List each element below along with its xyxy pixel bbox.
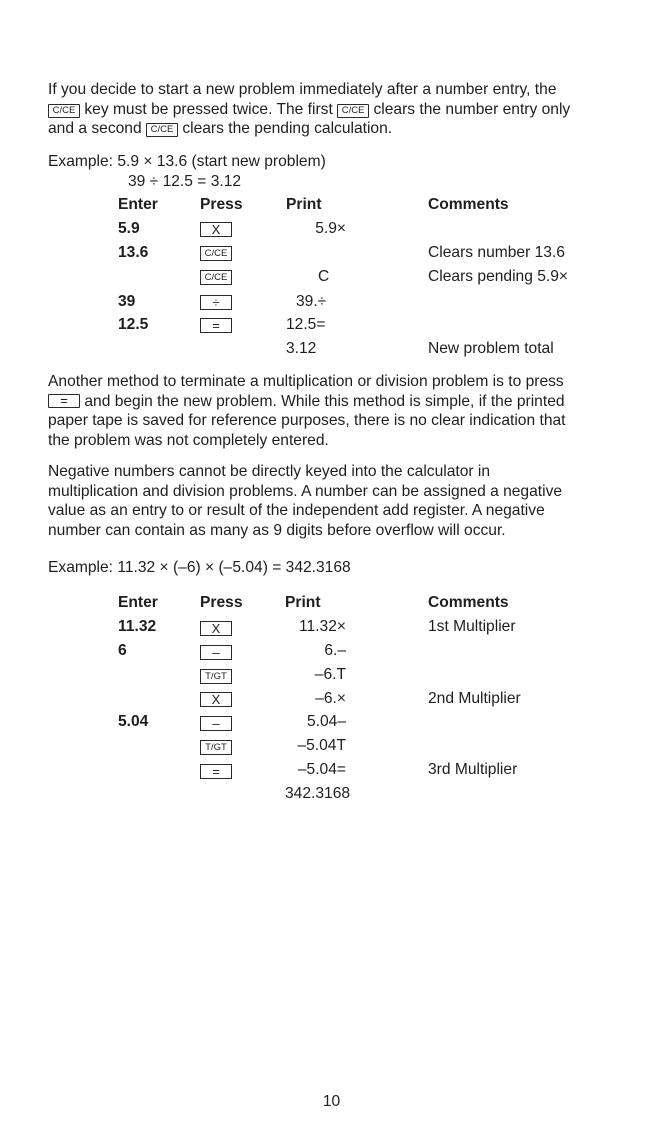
example-2-title: Example: 11.32 × (–6) × (–5.04) = 342.3168 [48,559,351,576]
print-value: 12.5= [286,316,326,333]
print-value: C [318,268,330,285]
print-value: 39.÷ [296,293,327,310]
enter-value: 11.32 [118,618,157,635]
alternate-method-paragraph [48,372,648,450]
alt-line-1: Another method to terminate a multiplication or division problem is to press [48,373,564,390]
alt-line-4: the problem was not completely entered. [48,431,329,449]
total-grand-total-key-icon: T/GT [200,669,232,684]
intro-line-1: If you decide to start a new problem immediately after a number entry, the [48,81,557,98]
print-value: 6.– [324,642,346,659]
print-total: 342.3168 [285,785,351,802]
clear-entry-key-icon: C/CE [200,246,232,261]
clear-entry-key-icon: C/CE [146,123,178,137]
equals-key-icon: = [200,764,232,779]
header-comments: Comments [428,196,509,213]
header-enter: Enter [118,594,158,611]
comment-value: New problem total [428,340,554,357]
multiply-key-icon: X [200,692,232,707]
equals-key-icon: = [200,318,232,333]
neg-line-3: value as an entry to or result of the independent add register. A negative [48,502,545,519]
total-grand-total-key-icon: T/GT [200,740,232,755]
print-value: 5.04– [306,713,346,730]
example-1-subtitle: 39 ÷ 12.5 = 3.12 [128,173,242,190]
multiply-key-icon: X [200,222,232,237]
print-value: –6.× [315,690,346,707]
print-value: –5.04= [297,761,346,778]
header-enter: Enter [118,196,158,213]
print-value: 11.32× [299,618,346,635]
print-value: 3.12 [286,340,317,357]
enter-value: 13.6 [118,244,149,261]
clear-entry-key-icon: C/CE [48,104,80,118]
multiply-key-icon: X [200,621,232,636]
header-print: Print [285,594,321,611]
divide-key-icon: ÷ [200,295,232,310]
header-press: Press [200,196,243,213]
enter-value: 5.9 [118,220,140,237]
comment-value: 3rd Multiplier [428,761,518,778]
comment-value: Clears number 13.6 [428,244,565,261]
neg-line-4: number can contain as many as 9 digits before overflow will occur. [48,521,506,539]
neg-line-2: multiplication and division problems. A number can be assigned a negative [48,482,563,500]
intro-line-3: and a second C/CE clears the pending calculation. [48,120,393,137]
clear-entry-key-icon: C/CE [337,104,369,118]
header-comments: Comments [428,594,509,611]
clear-entry-key-icon: C/CE [200,270,232,285]
enter-value: 5.04 [118,713,149,730]
comment-value: 1st Multiplier [428,618,516,635]
minus-key-icon: – [200,645,232,660]
enter-value: 12.5 [118,316,149,333]
example-1-title: Example: 5.9 × 13.6 (start new problem) [48,153,326,170]
negative-numbers-paragraph [48,462,648,540]
enter-value: 6 [118,642,127,659]
intro-paragraph [48,80,648,139]
comment-value: 2nd Multiplier [428,690,521,707]
print-value: –6.T [314,666,346,683]
header-print: Print [286,196,322,213]
alt-line-2: = and begin the new problem. While this method is simple, if the printed [48,392,648,412]
minus-key-icon: – [200,716,232,731]
page-number: 10 [322,1093,341,1110]
print-value: –5.04T [297,737,346,754]
alt-line-3: paper tape is saved for reference purposes, there is no clear indication that [48,412,566,429]
enter-value: 39 [118,293,136,310]
header-press: Press [200,594,243,611]
neg-line-1: Negative numbers cannot be directly keyed into the calculator in [48,463,491,480]
print-value: 5.9× [315,220,346,237]
comment-value: Clears pending 5.9× [428,268,569,285]
equals-key-icon: = [48,394,80,408]
intro-line-2: C/CE key must be pressed twice. The first C/CE clears the number entry only [48,100,648,120]
